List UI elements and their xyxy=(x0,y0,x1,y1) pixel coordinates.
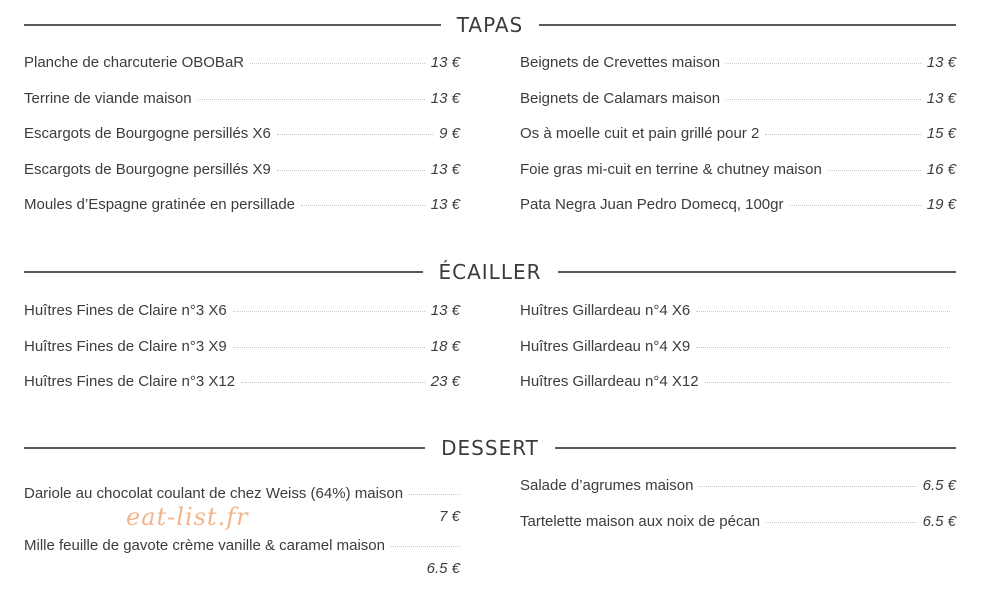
dot-leader xyxy=(705,382,950,383)
item-price: 13 € xyxy=(430,196,460,213)
dot-leader xyxy=(250,63,425,64)
menu-item xyxy=(520,90,956,126)
item-price: 19 € xyxy=(926,196,956,213)
item-name: Beignets de Calamars maison xyxy=(520,89,721,107)
ecailler-left-column xyxy=(24,302,460,409)
menu-item xyxy=(24,302,460,338)
item-name: Tartelette maison aux noix de pécan xyxy=(520,512,761,530)
item-name: Terrine de viande maison xyxy=(24,89,192,107)
item-price: 7 € xyxy=(439,508,460,525)
item-price: 16 € xyxy=(926,160,956,178)
item-name: Pata Negra Juan Pedro Domecq, 100gr xyxy=(520,196,784,213)
item-name: Salade d’agrumes maison xyxy=(520,477,694,494)
item-name: Planche de charcuterie OBOBaR xyxy=(24,54,245,71)
item-price: 9 € xyxy=(439,125,460,142)
section-header-dessert xyxy=(24,433,956,463)
divider-line xyxy=(24,271,423,273)
section-title: TAPAS xyxy=(456,13,524,37)
ecailler-right-column xyxy=(520,302,956,409)
menu-item xyxy=(520,54,956,90)
menu-item xyxy=(520,196,956,232)
item-price: 13 € xyxy=(430,302,460,319)
dot-leader xyxy=(277,170,425,171)
section-header-tapas xyxy=(24,10,956,40)
item-name: Beignets de Crevettes maison xyxy=(520,54,721,71)
menu-item xyxy=(24,90,460,126)
item-name: Huîtres Gillardeau n°4 X12 xyxy=(520,373,699,390)
dot-leader xyxy=(726,63,921,64)
item-price: 13 € xyxy=(430,89,460,107)
dot-leader xyxy=(726,99,921,100)
dot-leader xyxy=(766,522,916,523)
item-name: Huîtres Fines de Claire n°3 X6 xyxy=(24,302,227,319)
menu-item xyxy=(24,537,460,577)
divider-line xyxy=(24,24,441,26)
menu-item xyxy=(520,338,956,374)
menu-item xyxy=(24,161,460,197)
dot-leader xyxy=(233,347,425,348)
dot-leader xyxy=(409,494,460,495)
item-price: 18 € xyxy=(430,337,460,355)
dessert-right-column xyxy=(520,477,956,548)
section-title: ÉCAILLER xyxy=(438,260,542,284)
dot-leader xyxy=(790,205,921,206)
menu-item xyxy=(24,373,460,409)
dot-leader xyxy=(198,99,425,100)
item-name: Escargots de Bourgogne persillés X6 xyxy=(24,125,271,142)
item-price: 6.5 € xyxy=(922,477,956,494)
dot-leader xyxy=(391,546,460,547)
divider-line xyxy=(24,447,425,449)
item-price: 23 € xyxy=(430,373,460,390)
dot-leader xyxy=(828,170,921,171)
menu-item xyxy=(520,513,956,549)
dot-leader xyxy=(699,486,916,487)
item-price: 13 € xyxy=(430,54,460,71)
dessert-left-column xyxy=(24,485,460,577)
dot-leader xyxy=(233,311,425,312)
dot-leader xyxy=(696,311,950,312)
divider-line xyxy=(539,24,956,26)
item-name: Dariole au chocolat coulant de chez Weiss (64%) maison xyxy=(24,485,404,502)
menu-item xyxy=(520,125,956,161)
dot-leader xyxy=(277,134,433,135)
menu-item xyxy=(520,477,956,513)
watermark-text: eat-list.fr xyxy=(126,503,249,531)
dot-leader xyxy=(696,347,950,348)
section-header-ecailler xyxy=(24,257,956,287)
item-name: Mille feuille de gavote crème vanille & caramel maison xyxy=(24,537,385,554)
menu-item xyxy=(24,338,460,374)
item-price: 13 € xyxy=(430,160,460,178)
divider-line xyxy=(558,271,957,273)
item-name: Huîtres Gillardeau n°4 X9 xyxy=(520,337,691,355)
menu-item xyxy=(24,54,460,90)
divider-line xyxy=(555,447,956,449)
menu-item xyxy=(520,161,956,197)
item-price: 13 € xyxy=(926,54,956,71)
dot-leader xyxy=(241,382,425,383)
menu-item xyxy=(24,125,460,161)
item-name: Os à moelle cuit et pain grillé pour 2 xyxy=(520,125,760,142)
menu-item xyxy=(24,196,460,232)
item-name: Escargots de Bourgogne persillés X9 xyxy=(24,160,271,178)
item-name: Foie gras mi-cuit en terrine & chutney maison xyxy=(520,160,822,178)
item-name: Huîtres Fines de Claire n°3 X12 xyxy=(24,373,236,390)
tapas-right-column xyxy=(520,54,956,232)
section-title: DESSERT xyxy=(441,436,539,460)
item-price: 15 € xyxy=(926,125,956,142)
tapas-left-column xyxy=(24,54,460,232)
item-name: Huîtres Fines de Claire n°3 X9 xyxy=(24,337,227,355)
menu-item xyxy=(520,373,956,409)
item-price: 6.5 € xyxy=(426,560,460,577)
menu-item xyxy=(520,302,956,338)
item-price: 13 € xyxy=(926,89,956,107)
item-price: 6.5 € xyxy=(922,512,956,530)
dot-leader xyxy=(765,134,921,135)
item-name: Huîtres Gillardeau n°4 X6 xyxy=(520,302,691,319)
item-name: Moules d’Espagne gratinée en persillade xyxy=(24,196,296,213)
dot-leader xyxy=(301,205,425,206)
